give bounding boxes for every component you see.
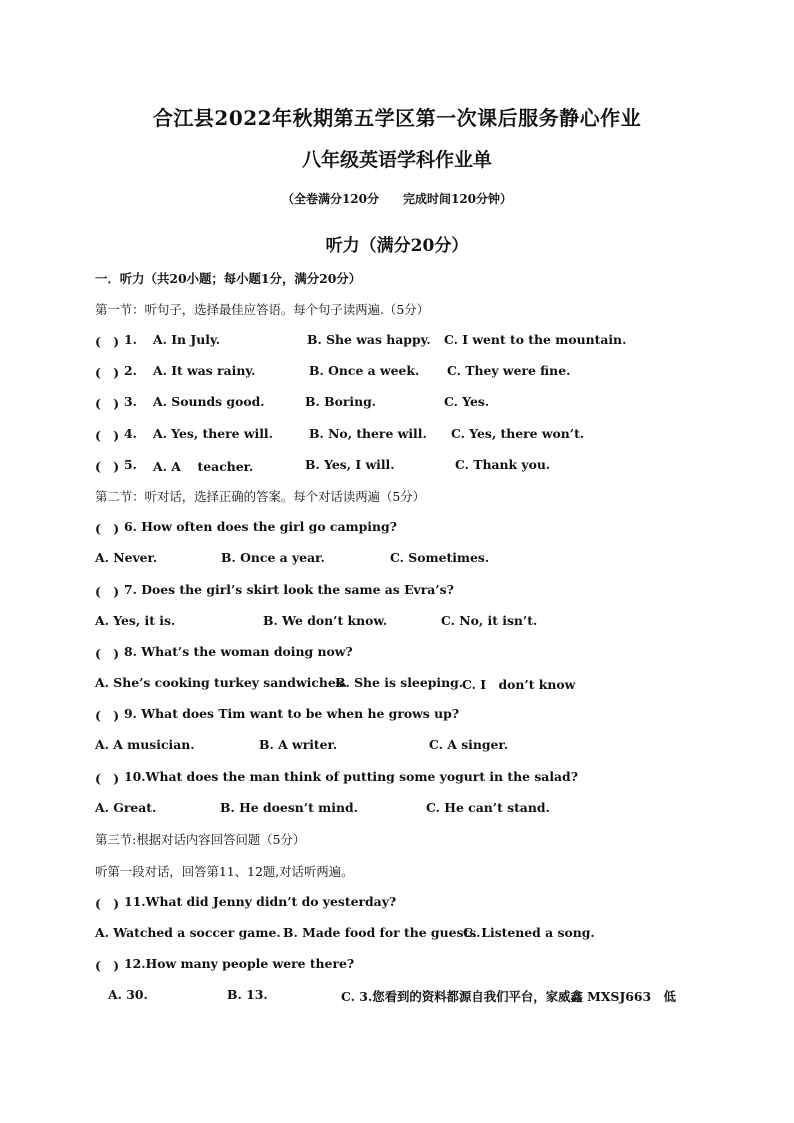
- question-stem: 7. Does the girl’s skirt look the same as Evra’s?: [124, 582, 454, 597]
- option-a: A. Watched a soccer game.: [95, 925, 281, 940]
- answer-blank: ( ): [95, 521, 120, 536]
- option-c: C. A singer.: [429, 737, 509, 752]
- question-stem-row: [0, 894, 794, 914]
- option-a: A. Sounds good.: [153, 394, 265, 409]
- options-row: [0, 987, 794, 1007]
- option-a: A. In July.: [153, 332, 221, 347]
- section-3-note: 听第一段对话，回答第11、12题,对话听两遍。: [95, 864, 354, 879]
- section-2-text: 第二节：听对话，选择正确的答案。每个对话读两遍（5分）: [95, 489, 426, 504]
- option-c: C. 3.您看到的资料都源自我们平台，家威鑫 MXSJ663 低: [341, 989, 676, 1004]
- question-number: 3.: [124, 394, 137, 409]
- question-stem-row: [0, 582, 794, 602]
- section-heading: [0, 830, 794, 850]
- section-heading: [0, 300, 794, 320]
- part-heading: [0, 269, 794, 289]
- option-c: C. Yes, there won’t.: [451, 426, 585, 441]
- question-number: 2.: [124, 363, 137, 378]
- answer-blank: ( ): [95, 428, 120, 443]
- section-1-text: 第一节：听句子，选择最佳应答语。每个句子读两遍.（5分）: [95, 302, 429, 317]
- option-c: C. No, it isn’t.: [441, 613, 538, 628]
- answer-blank: ( ): [95, 365, 120, 380]
- option-b: B. She is sleeping.: [335, 675, 464, 690]
- document-subtitle: 八年级英语学科作业单: [301, 149, 492, 171]
- question-stem-row: [0, 769, 794, 789]
- option-a: A. 30.: [108, 987, 148, 1002]
- answer-blank: ( ): [95, 584, 120, 599]
- option-b: B. Made food for the guests.: [283, 925, 481, 940]
- answer-blank: ( ): [95, 958, 120, 973]
- option-c: C. Thank you.: [455, 457, 551, 472]
- question-row: [0, 363, 794, 383]
- question-stem: 11.What did Jenny didn’t do yesterday?: [124, 894, 397, 909]
- question-stem-row: [0, 644, 794, 664]
- option-a: A. She’s cooking turkey sandwiches.: [95, 675, 348, 690]
- option-a: A. Great.: [95, 800, 157, 815]
- option-c: C. Sometimes.: [390, 550, 490, 565]
- option-a: A. Never.: [95, 550, 158, 565]
- part-heading-text: 一．听力（共20小题；每小题1分，满分20分）: [95, 271, 362, 286]
- option-b: B. We don’t know.: [263, 613, 388, 628]
- option-b: B. Once a week.: [309, 363, 420, 378]
- option-b: B. 13.: [227, 987, 268, 1002]
- answer-blank: ( ): [95, 459, 120, 474]
- option-b: B. Yes, I will.: [305, 457, 395, 472]
- question-stem: 6. How often does the girl go camping?: [124, 519, 397, 534]
- question-stem: 9. What does Tim want to be when he grows up?: [124, 706, 460, 721]
- option-a: A. A musician.: [95, 737, 195, 752]
- option-a: A. Yes, it is.: [95, 613, 176, 628]
- question-stem: 10.What does the man think of putting some yogurt in the salad?: [124, 769, 578, 784]
- option-b: B. No, there will.: [309, 426, 427, 441]
- options-row: [0, 925, 794, 945]
- option-c: C. He can’t stand.: [426, 800, 550, 815]
- option-c: C. They were fine.: [447, 363, 571, 378]
- section-note: [0, 862, 794, 882]
- question-stem-row: [0, 519, 794, 539]
- answer-blank: ( ): [95, 646, 120, 661]
- answer-blank: ( ): [95, 896, 120, 911]
- option-c: C. Listened a song.: [463, 925, 595, 940]
- options-row: [0, 550, 794, 570]
- option-c: C. Yes.: [444, 394, 490, 409]
- option-b: B. Once a year.: [221, 550, 325, 565]
- question-row: [0, 426, 794, 446]
- question-number: 1.: [124, 332, 137, 347]
- question-stem-row: [0, 956, 794, 976]
- option-c: C. I went to the mountain.: [444, 332, 627, 347]
- answer-blank: ( ): [95, 771, 120, 786]
- answer-blank: ( ): [95, 708, 120, 723]
- question-stem-row: [0, 706, 794, 726]
- question-stem: 12.How many people were there?: [124, 956, 355, 971]
- section-3-text: 第三节:根据对话内容回答问题（5分）: [95, 832, 306, 847]
- option-a: A. Yes, there will.: [153, 426, 273, 441]
- question-stem: 8. What’s the woman doing now?: [124, 644, 353, 659]
- question-row: [0, 332, 794, 352]
- option-b: B. He doesn’t mind.: [220, 800, 358, 815]
- question-row: [0, 394, 794, 414]
- question-number: 5.: [124, 457, 137, 472]
- options-row: [0, 675, 794, 695]
- options-row: [0, 800, 794, 820]
- section-heading: [0, 487, 794, 507]
- option-a: A. It was rainy.: [153, 363, 256, 378]
- option-c: C. I don’t know: [462, 677, 576, 692]
- option-b: B. Boring.: [305, 394, 377, 409]
- option-a: A. A teacher.: [153, 459, 254, 474]
- document-title: 合江县2022年秋期第五学区第一次课后服务静心作业: [152, 106, 642, 130]
- question-row: [0, 457, 794, 477]
- question-number: 4.: [124, 426, 137, 441]
- exam-meta: （全卷满分120分 完成时间120分钟）: [281, 192, 513, 206]
- option-b: B. She was happy.: [307, 332, 431, 347]
- option-b: B. A writer.: [259, 737, 338, 752]
- options-row: [0, 613, 794, 633]
- listening-title: 听力（满分20分）: [325, 236, 469, 256]
- options-row: [0, 737, 794, 757]
- answer-blank: ( ): [95, 334, 120, 349]
- answer-blank: ( ): [95, 396, 120, 411]
